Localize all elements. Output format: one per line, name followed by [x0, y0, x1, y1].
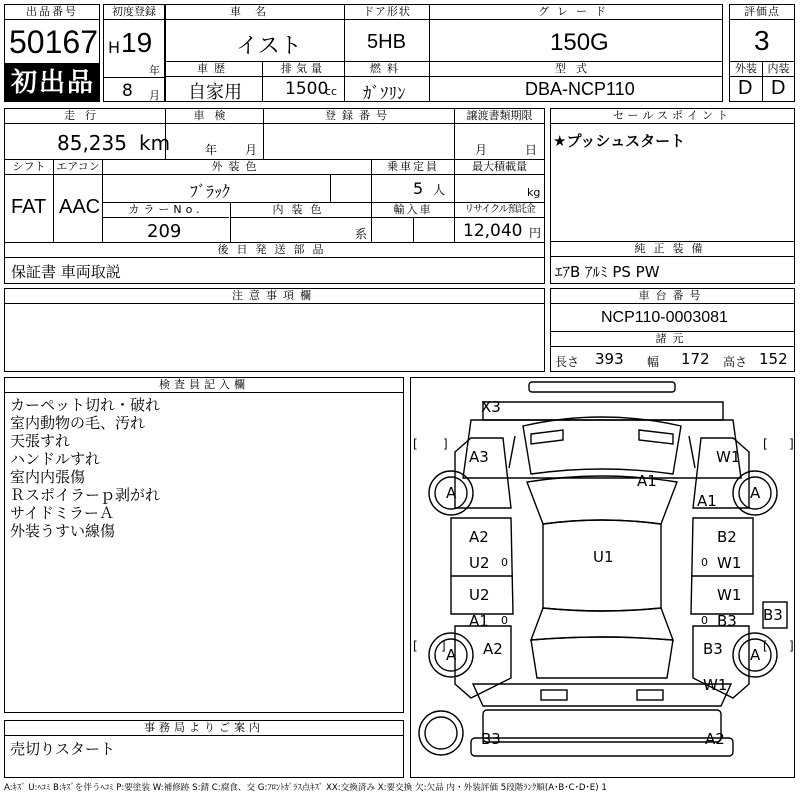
code-rear-right-fender: B3 — [703, 640, 723, 658]
score-box — [729, 4, 795, 62]
exterior-label: 外装 — [730, 62, 762, 77]
code-front-right-door-under: W1 — [717, 554, 742, 572]
color-no-label: カラーNo. — [103, 203, 229, 218]
note-line: ハンドルすれ — [10, 450, 101, 468]
grade-label: グレード — [430, 5, 722, 20]
code-front-left-fender: A3 — [469, 448, 489, 466]
capacity-label: 乗車定員 — [372, 160, 454, 175]
lot-number: 50167 — [9, 24, 98, 60]
aircon: AAC — [59, 196, 101, 218]
mileage-unit: km — [139, 131, 171, 155]
code-rear-left-door: A1 — [469, 612, 489, 630]
door-type: 5HB — [367, 31, 406, 53]
chassis-box — [550, 288, 795, 372]
note-line: 外装うすい線傷 — [10, 522, 116, 540]
length-value: 393 — [595, 350, 624, 368]
damage-diagram-box — [410, 377, 795, 778]
recycle-label: リサイクル預託金 — [455, 203, 544, 218]
code-rear-left-door-upper: U2 — [469, 586, 490, 604]
chassis-number: NCP110-0003081 — [601, 309, 728, 326]
svg-text:[: [ — [763, 639, 768, 653]
code-front-right-door: B2 — [717, 528, 737, 546]
score-label: 評価点 — [730, 5, 794, 20]
exterior-box — [729, 61, 763, 102]
height-value: 152 — [759, 350, 788, 368]
capacity: 5 — [413, 179, 424, 198]
chassis-label: 車台番号 — [551, 289, 794, 304]
car-name-box — [165, 4, 345, 62]
fuel: ｶﾞｿﾘﾝ — [363, 84, 406, 104]
model-box — [429, 61, 723, 102]
reg-year: 19 — [121, 27, 153, 58]
history: 自家用 — [188, 82, 242, 103]
inspector-label: 検査員記入欄 — [5, 378, 403, 393]
door-label: ドア形状 — [345, 5, 429, 20]
recycle-amount: 12,040 — [463, 221, 523, 241]
width-value: 172 — [681, 350, 710, 368]
details-block — [4, 108, 545, 284]
inspector-notes — [10, 396, 160, 540]
sales-box — [550, 108, 795, 242]
note-line: Ｒスポイラーｐ剥がれ — [10, 486, 161, 504]
load-unit: kg — [527, 186, 541, 199]
code-hood: A1 — [637, 472, 657, 490]
capacity-unit: 人 — [433, 183, 446, 197]
sales-point: ★プッシュスタート — [553, 132, 686, 150]
caution-label: 注意事項欄 — [5, 289, 544, 304]
svg-text:[: [ — [413, 639, 418, 653]
equipment: ｴｱB ｱﾙﾐ PS PW — [555, 263, 660, 281]
code-rear-right-quarter: W1 — [703, 676, 728, 694]
import-label: 輸入車 — [372, 203, 454, 218]
displacement-unit: cc — [325, 85, 338, 98]
first-time-badge-box — [4, 64, 100, 102]
era: H — [108, 38, 121, 57]
note-line: 室内動物の毛、汚れ — [10, 414, 146, 432]
equip-box — [550, 241, 795, 284]
length-label: 長さ — [555, 355, 580, 369]
code-front-left-door: A2 — [469, 528, 489, 546]
exterior-grade: D — [738, 77, 753, 99]
code-front-right-fender: W1 — [716, 448, 741, 466]
code-front: X3 — [481, 398, 501, 416]
shift-label: シフト — [5, 160, 53, 175]
code-front-right-door-edge: A1 — [697, 492, 717, 510]
transfer-month-unit: 月 — [475, 143, 488, 157]
office-box — [4, 720, 404, 778]
equip-label: 純正装備 — [551, 242, 794, 257]
car-diagram — [411, 378, 794, 777]
lot-box — [4, 4, 100, 64]
note-line: カーペット切れ・破れ — [10, 396, 161, 414]
code-rear-left-fender: A2 — [483, 640, 503, 658]
aircon-label: エアコン — [54, 160, 102, 175]
code-roof: U1 — [593, 548, 614, 566]
note-line: 室内内張傷 — [10, 468, 86, 486]
displacement-label: 排気量 — [263, 62, 344, 77]
office-text: 売切りスタート — [10, 740, 116, 758]
first-time-badge: 初出品 — [11, 68, 96, 98]
displacement: 1500 — [285, 79, 329, 99]
fuel-label: 燃料 — [345, 62, 429, 77]
width-label: 幅 — [647, 355, 660, 369]
height-label: 高さ — [723, 355, 748, 369]
history-box — [165, 61, 263, 102]
model-label: 型式 — [430, 62, 722, 77]
year-unit: 年 — [149, 64, 160, 77]
small-zero-3: 0 — [501, 614, 508, 627]
mileage-label: 走行 — [5, 109, 165, 124]
svg-text:]: ] — [789, 639, 794, 653]
score: 3 — [754, 25, 770, 56]
lot-label: 出品番号 — [5, 5, 99, 20]
model: DBA-NCP110 — [525, 79, 635, 99]
svg-text:]: ] — [789, 437, 794, 451]
transfer-label: 譲渡書類期限 — [455, 109, 544, 124]
car-name: イスト — [236, 34, 302, 59]
int-color-unit: 系 — [355, 227, 368, 241]
car-name-label: 車名 — [166, 5, 344, 20]
caution-box — [4, 288, 545, 372]
int-color-label: 内装色 — [231, 203, 371, 218]
small-zero-1: 0 — [501, 556, 508, 569]
reg-no-label: 登録番号 — [264, 109, 454, 124]
ext-color-label: 外装色 — [103, 160, 371, 175]
inspection-year-unit: 年 — [205, 143, 218, 157]
code-wheel-fr: A — [750, 484, 761, 502]
color-no: 209 — [147, 221, 182, 242]
svg-text:]: ] — [441, 639, 446, 653]
code-rear-bumper-right: A2 — [705, 730, 725, 748]
grade: 150G — [550, 29, 609, 56]
fuel-box — [344, 61, 430, 102]
mileage: 85,235 — [57, 131, 127, 155]
svg-text:[: [ — [413, 437, 418, 451]
code-wheel-rl: A — [446, 646, 457, 664]
note-line: サイドミラーＡ — [10, 504, 114, 522]
office-label: 事務局よりご案内 — [5, 721, 403, 736]
first-reg-label: 初度登録 — [104, 5, 164, 20]
inspection-month-unit: 月 — [245, 143, 258, 157]
svg-text:[: [ — [763, 437, 768, 451]
code-wheel-fl: A — [446, 484, 457, 502]
later-label: 後日発送部品 — [5, 243, 544, 258]
inspector-box — [4, 377, 404, 713]
code-front-left-door-under: U2 — [469, 554, 490, 572]
history-label: 車歴 — [166, 62, 262, 77]
door-box — [344, 4, 430, 62]
code-rear-right-door: B3 — [717, 612, 737, 630]
code-rear-bumper-left: B3 — [481, 730, 501, 748]
note-line: 天張すれ — [10, 432, 71, 450]
interior-label: 内装 — [763, 62, 794, 77]
small-zero-2: 0 — [701, 556, 708, 569]
recycle-unit: 円 — [529, 226, 542, 240]
grade-box — [429, 4, 723, 62]
transfer-day-unit: 日 — [525, 143, 538, 157]
svg-text:]: ] — [443, 437, 448, 451]
displacement-box — [262, 61, 345, 102]
dims-label: 諸元 — [551, 331, 794, 347]
first-reg-box — [103, 4, 165, 102]
ext-color: ﾌﾞﾗｯｸ — [190, 182, 231, 201]
interior-box — [762, 61, 795, 102]
code-rear-right-door-upper: W1 — [717, 586, 742, 604]
small-zero-4: 0 — [701, 614, 708, 627]
legend: A:ｷｽﾞ U:ﾍｺﾐ B:ｷｽﾞを伴うﾍｺﾐ P:要塗装 W:補修跡 S:錆 C:腐食、交 G:ﾌﾛﾝﾄｶﾞﾗｽ点ｷｽﾞ XX:交換済み X:要交換 欠:欠品 内・外装評価 5段階ﾗﾝｸ順(A･B･C･D･E) 1 — [4, 783, 607, 793]
later-items: 保証書 車両取説 — [11, 263, 121, 281]
interior-grade: D — [771, 77, 786, 99]
code-right-side-box: B3 — [763, 606, 783, 624]
code-wheel-rr: A — [750, 646, 761, 664]
shift: FAT — [11, 196, 47, 218]
inspection-label: 車検 — [166, 109, 263, 124]
month-unit: 月 — [149, 89, 160, 102]
reg-month: 8 — [122, 81, 133, 101]
sales-label: セールスポイント — [551, 109, 794, 124]
load-label: 最大積載量 — [455, 160, 544, 175]
